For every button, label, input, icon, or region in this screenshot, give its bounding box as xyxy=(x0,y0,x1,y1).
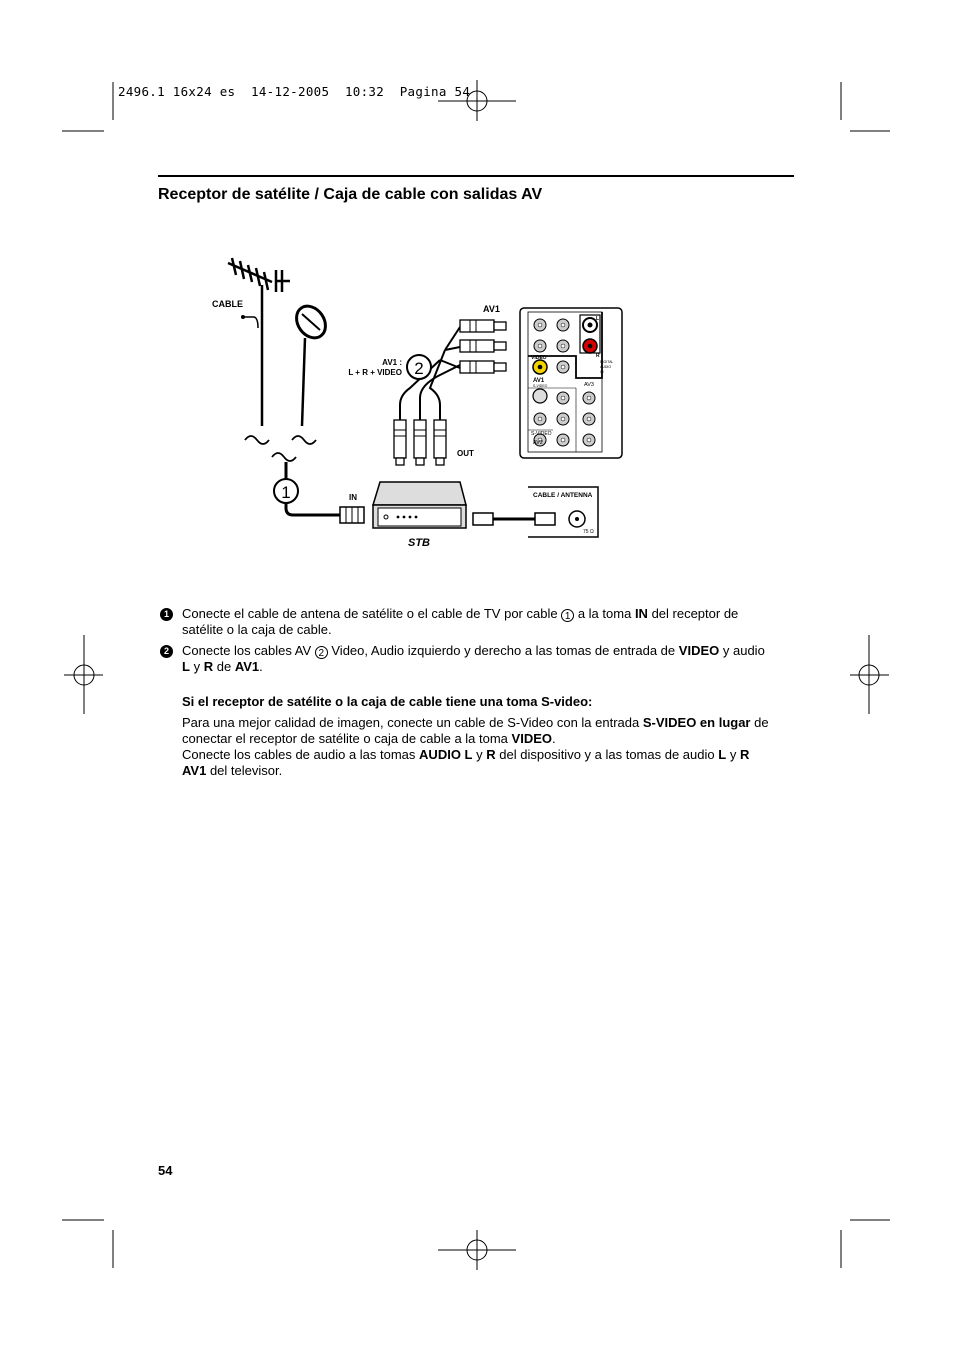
stb-label: STB xyxy=(408,537,430,549)
section-title: Receptor de satélite / Caja de cable con salidas AV xyxy=(158,186,543,203)
in-label: IN xyxy=(349,493,357,502)
step-2-badge: 2 xyxy=(160,645,173,658)
page-number: 54 xyxy=(158,1163,173,1178)
svg-text:S-VIDEO: S-VIDEO xyxy=(533,384,548,388)
av1-lrv-label-1: AV1 : xyxy=(382,358,402,367)
cable-antenna-label: CABLE / ANTENNA xyxy=(533,492,593,499)
callout-2: 2 xyxy=(414,359,424,378)
svg-text:AV2: AV2 xyxy=(533,440,543,446)
step-2: 2 Conecte los cables AV 2 Video, Audio izquierdo y derecho a las tomas de entrada de VIDEO y audio L y R de AV1. xyxy=(158,643,798,675)
av1-lrv-label-2: L + R + VIDEO xyxy=(348,368,402,377)
callout-1-ref: 1 xyxy=(561,609,574,622)
svg-text:AUDIO: AUDIO xyxy=(600,365,612,369)
av1-label: AV1 xyxy=(483,304,500,314)
callout-2-ref: 2 xyxy=(315,646,328,659)
svg-text:L: L xyxy=(596,316,600,322)
print-slug: 2496.1 16x24 es 14-12-2005 10:32 Pagina 54 xyxy=(118,84,471,99)
tv-input-panel xyxy=(520,308,622,458)
step-1: 1 Conecte el cable de antena de satélite o el cable de TV por cable 1 a la toma IN del receptor de satélite o la caja de cable. xyxy=(158,606,798,638)
svideo-paragraph-2: Conecte los cables de audio a las tomas AUDIO L y R del dispositivo y a las tomas de audio L y R AV1 del televisor. xyxy=(182,747,750,778)
callout-1: 1 xyxy=(281,483,291,502)
svideo-paragraph-1: Para una mejor calidad de imagen, conecte un cable de S-Video con la entrada S-VIDEO en lugar de conectar el receptor de satélite o caja de cable a la toma VIDEO. xyxy=(182,715,769,746)
tv-antenna-icon xyxy=(228,258,290,292)
rf-label: 75 Ω xyxy=(583,529,594,535)
section-rule xyxy=(158,175,794,177)
svg-text:DIGITAL: DIGITAL xyxy=(600,360,614,364)
svg-text:AV1: AV1 xyxy=(533,378,545,384)
svg-text:S-VIDEO: S-VIDEO xyxy=(531,431,552,437)
satellite-dish-icon xyxy=(291,301,332,426)
set-top-box-icon xyxy=(373,482,466,528)
step-1-badge: 1 xyxy=(160,608,173,621)
connection-diagram xyxy=(200,250,640,560)
svideo-heading: Si el receptor de satélite o la caja de cable tiene una toma S-video: xyxy=(182,694,593,709)
out-label: OUT xyxy=(457,449,474,458)
svg-text:IN: IN xyxy=(600,370,604,374)
svg-text:VIDEO: VIDEO xyxy=(531,355,547,361)
cable-label: CABLE xyxy=(212,299,243,309)
svg-text:R: R xyxy=(596,353,600,359)
svg-text:AV3: AV3 xyxy=(584,382,594,388)
